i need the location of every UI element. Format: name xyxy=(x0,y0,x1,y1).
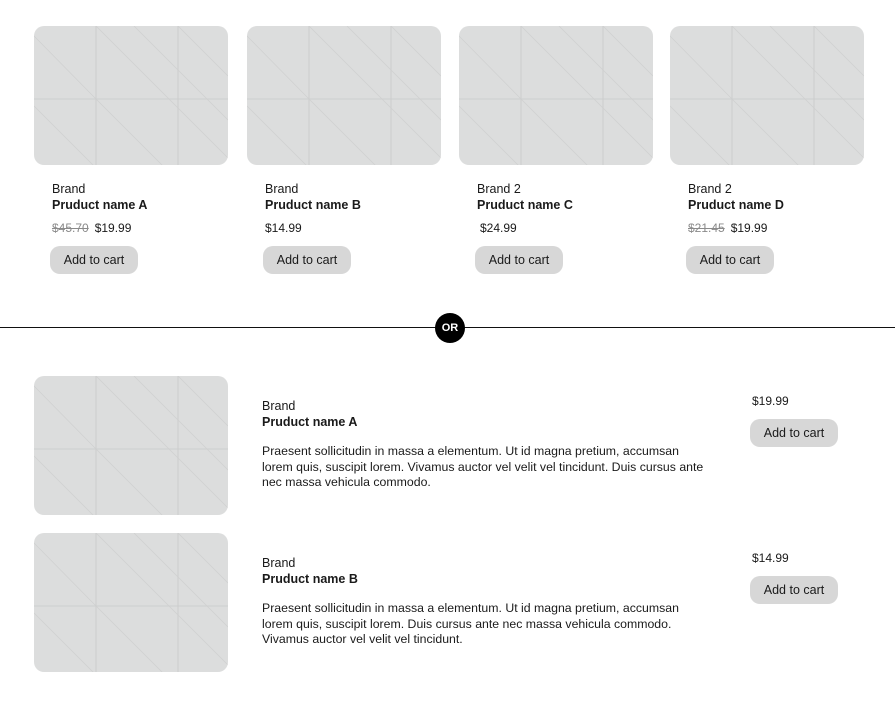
product-name[interactable]: Pruduct name D xyxy=(688,198,784,212)
add-to-cart-button[interactable]: Add to cart xyxy=(686,246,774,274)
product-brand: Brand xyxy=(52,182,86,196)
image-placeholder-icon xyxy=(34,26,228,165)
product-brand: Brand xyxy=(265,182,299,196)
image-placeholder-icon xyxy=(34,376,228,515)
product-image[interactable] xyxy=(34,26,228,165)
product-brand: Brand xyxy=(262,556,296,570)
image-placeholder-icon xyxy=(459,26,653,165)
product-brand: Brand 2 xyxy=(688,182,732,196)
product-image[interactable] xyxy=(34,376,228,515)
image-placeholder-icon xyxy=(670,26,864,165)
image-placeholder-icon xyxy=(34,533,228,672)
product-price: $14.99 xyxy=(752,551,789,565)
product-name[interactable]: Pruduct name C xyxy=(477,198,573,212)
sale-price: $19.99 xyxy=(94,221,132,235)
add-to-cart-button[interactable]: Add to cart xyxy=(475,246,563,274)
sale-price: $19.99 xyxy=(730,221,768,235)
product-description: Praesent sollicitudin in massa a elementum. Ut id magna pretium, accumsan lorem quis, suscipit lorem. Vivamus auctor vel velit vel tincidunt. Duis cursus ante nec massa vehicula commodo. xyxy=(262,444,704,490)
product-name[interactable]: Pruduct name B xyxy=(262,572,358,586)
product-image[interactable] xyxy=(34,533,228,672)
product-name[interactable]: Pruduct name A xyxy=(52,198,148,212)
price-block xyxy=(480,220,517,236)
product-name[interactable]: Pruduct name B xyxy=(265,198,361,212)
product-brand: Brand 2 xyxy=(477,182,521,196)
sale-price: $14.99 xyxy=(265,221,302,235)
sale-price: $24.99 xyxy=(480,221,517,235)
price-block xyxy=(688,220,767,236)
add-to-cart-button[interactable]: Add to cart xyxy=(750,576,838,604)
product-image[interactable] xyxy=(247,26,441,165)
original-price: $45.70 xyxy=(52,221,89,235)
original-price: $21.45 xyxy=(688,221,725,235)
product-image[interactable] xyxy=(670,26,864,165)
price-block xyxy=(265,220,302,236)
product-brand: Brand xyxy=(262,399,296,413)
price-block xyxy=(52,220,131,236)
product-price: $19.99 xyxy=(752,394,789,408)
product-description: Praesent sollicitudin in massa a elementum. Ut id magna pretium, accumsan lorem quis, suscipit lorem. Duis cursus ante nec massa vehicula commodo. Vivamus auctor vel velit vel tincidunt. xyxy=(262,601,679,647)
or-badge: OR xyxy=(435,313,465,343)
add-to-cart-button[interactable]: Add to cart xyxy=(50,246,138,274)
add-to-cart-button[interactable]: Add to cart xyxy=(750,419,838,447)
image-placeholder-icon xyxy=(247,26,441,165)
product-image[interactable] xyxy=(459,26,653,165)
add-to-cart-button[interactable]: Add to cart xyxy=(263,246,351,274)
product-name[interactable]: Pruduct name A xyxy=(262,415,358,429)
